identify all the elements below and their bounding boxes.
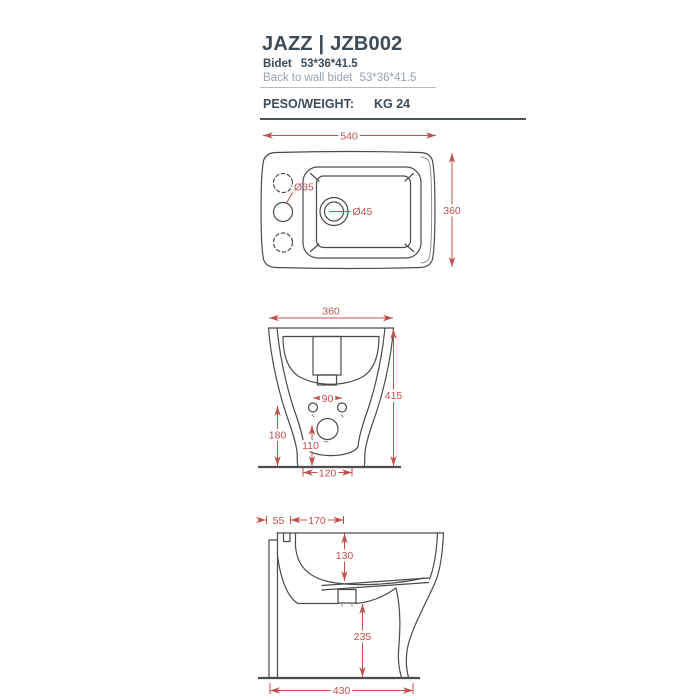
product-size: 53*36*41.5 bbox=[300, 58, 358, 70]
top-view-rim-inner-edge bbox=[421, 157, 432, 263]
tap-hole-top bbox=[274, 174, 293, 193]
side-drain-trap bbox=[338, 590, 356, 604]
front-inner-contour-right bbox=[358, 328, 385, 447]
weight-label: PESO/WEIGHT: bbox=[263, 97, 354, 111]
front-inlet-height-dim-text: 180 bbox=[268, 429, 287, 442]
fixing-hole-left bbox=[309, 403, 318, 412]
top-width-dim-text: 540 bbox=[340, 130, 358, 143]
fixing-mark-left bbox=[312, 415, 314, 418]
side-basin-depth-dim-text: 130 bbox=[335, 550, 354, 562]
front-basin-outline bbox=[283, 337, 379, 385]
side-top-notch bbox=[284, 533, 291, 542]
side-total-depth-dim-text: 430 bbox=[332, 685, 351, 697]
alt-size: 53*36*41.5 bbox=[359, 72, 417, 84]
side-view-drawing bbox=[258, 515, 444, 697]
top-view-drawing bbox=[261, 131, 461, 269]
front-drain-hole bbox=[317, 419, 338, 440]
front-width-dim-text: 360 bbox=[322, 305, 340, 318]
tap-hole-leader-line bbox=[286, 193, 296, 204]
front-drain-mark bbox=[325, 441, 329, 442]
front-fixing-holes bbox=[309, 403, 347, 442]
side-view-outline bbox=[269, 533, 444, 678]
side-wall-offset-dim-text: 55 bbox=[272, 514, 285, 527]
front-height-dim-text: 415 bbox=[384, 390, 403, 402]
side-leg-inner-lower bbox=[396, 588, 402, 678]
tap-hole-bottom bbox=[274, 233, 293, 252]
side-underbowl-left bbox=[278, 556, 339, 604]
fixing-mark-right bbox=[341, 415, 343, 418]
basin-corner-bl bbox=[311, 244, 320, 252]
weight-value: KG 24 bbox=[373, 97, 411, 111]
basin-corner-tl bbox=[311, 174, 320, 182]
product-title: JAZZ | JZB002 bbox=[262, 33, 403, 55]
front-view-drawing bbox=[258, 306, 402, 480]
side-underside-dim-text: 235 bbox=[353, 631, 372, 643]
alt-type-label: Back to wall bidet bbox=[263, 72, 353, 84]
tap-hole-middle bbox=[274, 203, 293, 222]
side-underbowl-right bbox=[356, 588, 396, 604]
front-spout-boss bbox=[313, 337, 341, 376]
product-type-label: Bidet bbox=[263, 58, 292, 70]
front-hole-spacing-dim-text: 90 bbox=[321, 392, 334, 405]
top-depth-dim-text: 360 bbox=[443, 205, 461, 217]
front-base-width-dim-text: 120 bbox=[318, 467, 337, 480]
side-leg-inner-upper bbox=[430, 533, 438, 579]
drain-dim-text: Ø45 bbox=[352, 206, 373, 218]
fixing-hole-right bbox=[338, 403, 347, 412]
tap-holes bbox=[274, 174, 293, 253]
side-leg-outer bbox=[406, 533, 443, 678]
tap-hole-dim-text: Ø35 bbox=[294, 181, 314, 194]
side-rim-depth-dim-text: 170 bbox=[308, 514, 326, 527]
front-drain-height-dim-text: 110 bbox=[302, 440, 319, 452]
side-bowl-curve bbox=[296, 533, 425, 585]
